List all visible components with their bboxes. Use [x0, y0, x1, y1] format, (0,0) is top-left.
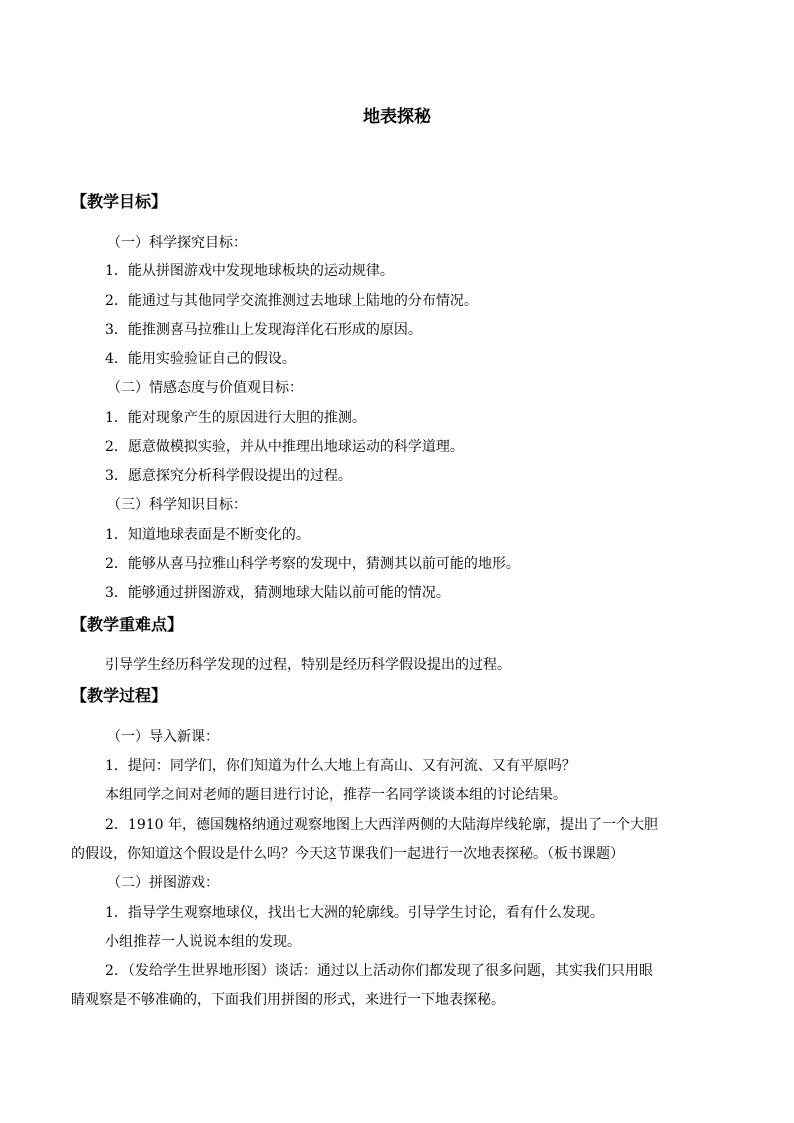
list-item: 3．能够通过拼图游戏，猜测地球大陆以前可能的情况。 — [105, 585, 450, 601]
section-heading-objectives: 【教学目标】 — [71, 192, 168, 211]
paragraph: 1．提问：同学们，你们知道为什么大地上有高山、又有河流、又有平原吗？ — [105, 758, 576, 774]
list-item: 2．愿意做模拟实验，并从中推理出地球运动的科学道理。 — [105, 439, 464, 455]
paragraph: 小组推荐一人说说本组的发现。 — [105, 934, 301, 950]
list-item: 3．能推测喜马拉雅山上发现海洋化石形成的原因。 — [105, 322, 422, 338]
list-item: 2．能够从喜马拉雅山科学考察的发现中，猜测其以前可能的地形。 — [105, 556, 520, 572]
list-item: 2．能通过与其他同学交流推测过去地球上陆地的分布情况。 — [105, 293, 478, 309]
paragraph: 本组同学之间对老师的题目进行讨论，推荐一名同学谈谈本组的讨论结果。 — [105, 787, 567, 803]
paragraph: 的假设，你知道这个假设是什么吗？今天这节课我们一起进行一次地表探秘。（板书课题） — [71, 846, 624, 862]
document-title: 地表探秘 — [363, 107, 431, 127]
list-item: 1．知道地球表面是不断变化的。 — [105, 527, 310, 543]
subheading-knowledge: （三）科学知识目标： — [107, 497, 247, 513]
list-item: 4．能用实验验证自己的假设。 — [105, 351, 296, 367]
paragraph: 1．指导学生观察地球仪，找出七大洲的轮廓线。引导学生讨论，看有什么发现。 — [105, 905, 604, 921]
paragraph: 引导学生经历科学发现的过程，特别是经历科学假设提出的过程。 — [105, 657, 511, 673]
section-heading-process: 【教学过程】 — [71, 686, 168, 705]
paragraph: 2．1910 年，德国魏格纳通过观察地图上大西洋两侧的大陆海岸线轮廓，提出了一个大胆 — [105, 817, 658, 833]
paragraph: 2．（发给学生世界地形图）谈话：通过以上活动你们都发现了很多问题，其实我们只用眼 — [105, 963, 653, 979]
paragraph: 睛观察是不够准确的，下面我们用拼图的形式，来进行一下地表探秘。 — [71, 992, 505, 1008]
subheading-inquiry: （一）科学探究目标： — [107, 235, 247, 251]
list-item: 3．愿意探究分析科学假设提出的过程。 — [105, 468, 352, 484]
subheading-attitude: （二）情感态度与价值观目标： — [107, 380, 303, 396]
list-item: 1．能对现象产生的原因进行大胆的推测。 — [105, 410, 366, 426]
subheading-puzzle: （二）拼图游戏： — [107, 875, 219, 891]
list-item: 1．能从拼图游戏中发现地球板块的运动规律。 — [105, 263, 394, 279]
subheading-intro: （一）导入新课： — [107, 729, 219, 745]
section-heading-key-points: 【教学重难点】 — [71, 615, 184, 634]
